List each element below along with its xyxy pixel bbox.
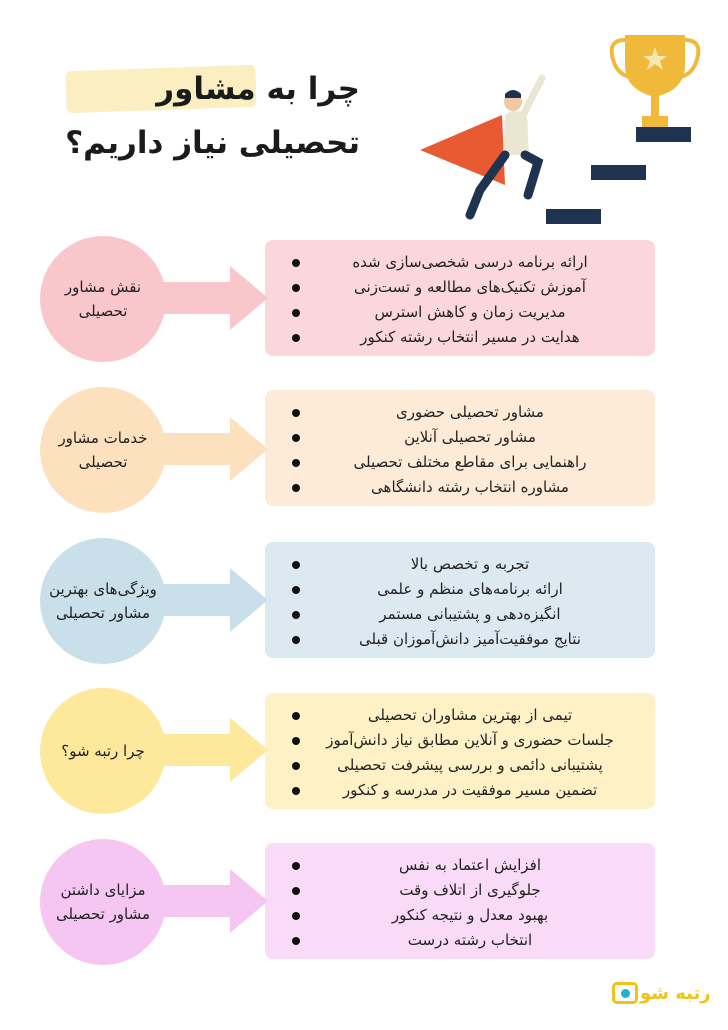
list-item bbox=[265, 928, 655, 953]
section-circle bbox=[40, 236, 166, 362]
list-item-text: تضمین مسیر موفقیت در مدرسه و کنکور bbox=[342, 781, 598, 799]
bullet-icon bbox=[292, 561, 300, 569]
bullet-icon bbox=[292, 636, 300, 644]
list-item-text: ارائه برنامه‌های منظم و علمی bbox=[377, 580, 563, 598]
bullet-icon bbox=[292, 862, 300, 870]
bullet-icon bbox=[292, 334, 300, 342]
section-box bbox=[265, 843, 655, 959]
bullet-icon bbox=[292, 787, 300, 795]
list-item-text: انگیزه‌دهی و پشتیبانی مستمر bbox=[379, 605, 561, 623]
title-line-2: تحصیلی نیاز داریم؟ bbox=[65, 125, 360, 161]
bullet-icon bbox=[292, 712, 300, 720]
section-label: مزایای داشتن مشاور تحصیلی bbox=[55, 881, 151, 923]
list-item bbox=[265, 400, 655, 425]
list-item-text: مشاور تحصیلی حضوری bbox=[396, 403, 544, 421]
list-item-text: مدیریت زمان و کاهش استرس bbox=[374, 303, 566, 321]
list-item bbox=[265, 903, 655, 928]
section-counselor-role bbox=[0, 236, 728, 356]
bullet-icon bbox=[292, 409, 300, 417]
list-item-text: راهنمایی برای مقاطع مختلف تحصیلی bbox=[353, 453, 587, 471]
list-item-text: افزایش اعتماد به نفس bbox=[398, 856, 542, 874]
bullet-icon bbox=[292, 259, 300, 267]
list-item-text: مشاوره انتخاب رشته دانشگاهی bbox=[371, 478, 569, 496]
arrow-right-icon bbox=[150, 568, 268, 632]
list-item-text: تجربه و تخصص بالا bbox=[410, 555, 530, 573]
list-item bbox=[265, 728, 655, 753]
superhero-figure bbox=[420, 78, 542, 215]
list-item-text: جلوگیری از اتلاف وقت bbox=[399, 881, 541, 899]
arrow-right-icon bbox=[150, 869, 268, 933]
bullet-icon bbox=[292, 912, 300, 920]
section-box bbox=[265, 390, 655, 506]
bullet-icon bbox=[292, 887, 300, 895]
section-circle bbox=[40, 538, 166, 664]
section-circle bbox=[40, 688, 166, 814]
list-item-text: آموزش تکنیک‌های مطالعه و تست‌زنی bbox=[354, 278, 586, 296]
list-item bbox=[265, 878, 655, 903]
arrow-right-icon bbox=[150, 266, 268, 330]
title-line-1: چرا به مشاور bbox=[156, 71, 360, 107]
list-item bbox=[265, 300, 655, 325]
list-item bbox=[265, 425, 655, 450]
section-circle bbox=[40, 839, 166, 965]
list-item bbox=[265, 778, 655, 803]
list-item bbox=[265, 703, 655, 728]
list-item bbox=[265, 602, 655, 627]
logo-text: رتبه شو bbox=[640, 982, 711, 1004]
trophy-icon bbox=[612, 35, 699, 142]
list-item-text: پشتیبانی دائمی و بررسی پیشرفت تحصیلی bbox=[337, 756, 603, 774]
list-item bbox=[265, 552, 655, 577]
section-circle bbox=[40, 387, 166, 513]
list-item-text: تیمی از بهترین مشاوران تحصیلی bbox=[367, 706, 573, 724]
section-label: ویژگی‌های بهترین مشاور تحصیلی bbox=[49, 580, 157, 622]
list-item-text: ارائه برنامه درسی شخصی‌سازی شده bbox=[352, 253, 588, 271]
bullet-icon bbox=[292, 586, 300, 594]
bullet-icon bbox=[292, 434, 300, 442]
list-item bbox=[265, 753, 655, 778]
section-box bbox=[265, 240, 655, 356]
list-item bbox=[265, 853, 655, 878]
stair-step bbox=[546, 209, 601, 224]
list-item bbox=[265, 475, 655, 500]
bullet-icon bbox=[292, 284, 300, 292]
list-item-text: بهبود معدل و نتیجه کنکور bbox=[391, 906, 549, 924]
list-item bbox=[265, 627, 655, 652]
superhero-trophy-illustration bbox=[410, 20, 728, 230]
arrow-right-icon bbox=[150, 718, 268, 782]
list-item bbox=[265, 250, 655, 275]
bullet-icon bbox=[292, 737, 300, 745]
bullet-icon bbox=[292, 937, 300, 945]
list-item bbox=[265, 275, 655, 300]
list-item bbox=[265, 325, 655, 350]
list-item-text: انتخاب رشته درست bbox=[407, 931, 533, 949]
section-label: خدمات مشاور تحصیلی bbox=[58, 429, 148, 471]
section-box bbox=[265, 542, 655, 658]
section-label: نقش مشاور تحصیلی bbox=[64, 278, 142, 320]
bullet-icon bbox=[292, 309, 300, 317]
list-item-text: جلسات حضوری و آنلاین مطابق نیاز دانش‌آموز bbox=[326, 731, 614, 749]
section-best-counselor-features bbox=[0, 538, 728, 658]
section-counselor-services bbox=[0, 387, 728, 507]
list-item-text: نتایج موفقیت‌آمیز دانش‌آموزان قبلی bbox=[359, 630, 581, 648]
stair-step bbox=[591, 165, 646, 180]
logo-mark-icon bbox=[612, 982, 638, 1004]
list-item bbox=[265, 577, 655, 602]
brand-logo bbox=[612, 982, 711, 1004]
list-item-text: مشاور تحصیلی آنلاین bbox=[404, 428, 536, 446]
list-item-text: هدایت در مسیر انتخاب رشته کنکور bbox=[360, 328, 580, 346]
section-box bbox=[265, 693, 655, 809]
section-label: چرا رتبه شو؟ bbox=[61, 742, 145, 760]
bullet-icon bbox=[292, 762, 300, 770]
section-counselor-benefits bbox=[0, 839, 728, 959]
bullet-icon bbox=[292, 484, 300, 492]
bullet-icon bbox=[292, 611, 300, 619]
page-title bbox=[30, 62, 360, 170]
list-item bbox=[265, 450, 655, 475]
bullet-icon bbox=[292, 459, 300, 467]
arrow-right-icon bbox=[150, 417, 268, 481]
section-why-rotbeh-sho bbox=[0, 688, 728, 808]
